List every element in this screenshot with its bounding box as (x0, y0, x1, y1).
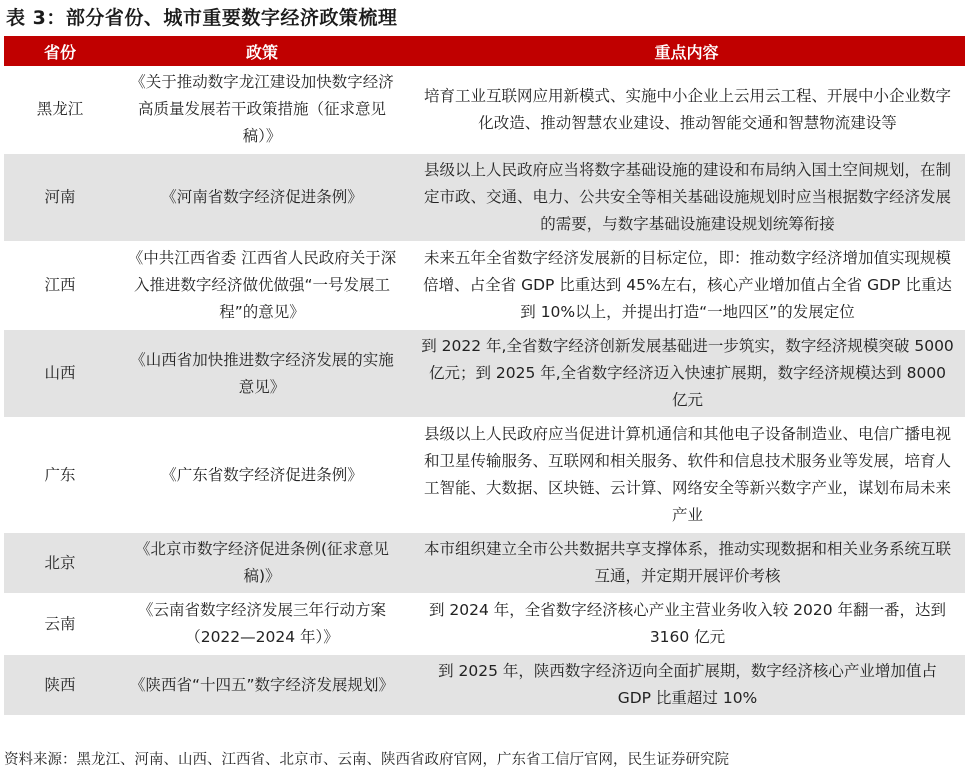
content-cell: 到 2024 年，全省数字经济核心产业主营业务收入较 2020 年翻一番，达到 3160 亿元 (408, 594, 965, 655)
policy-cell: 《山西省加快推进数字经济发展的实施意见》 (116, 330, 408, 418)
province-cell: 山西 (4, 330, 116, 418)
province-cell: 北京 (4, 533, 116, 594)
province-cell: 广东 (4, 418, 116, 533)
content-cell: 培育工业互联网应用新模式、实施中小企业上云用云工程、开展中小企业数字化改造、推动智慧农业建设、推动智能交通和智慧物流建设等 (408, 66, 965, 154)
content-cell: 县级以上人民政府应当促进计算机通信和其他电子设备制造业、电信广播电视和卫星传输服务、互联网和相关服务、软件和信息技术服务业等发展，培育人工智能、大数据、区块链、云计算、网络安全等新兴数字产业，谋划布局未来产业 (408, 418, 965, 533)
table-row (4, 242, 965, 330)
province-cell: 江西 (4, 242, 116, 330)
source-note: 资料来源：黑龙江、河南、山西、江西省、北京市、云南、陕西省政府官网，广东省工信厅官网，民生证券研究院 (4, 752, 729, 768)
policy-cell: 《云南省数字经济发展三年行动方案（2022—2024 年）》 (116, 594, 408, 655)
table-row (4, 66, 965, 154)
header-province: 省份 (4, 36, 116, 66)
table-row (4, 533, 965, 594)
table-header-row (4, 36, 965, 66)
table-title: 表 3：部分省份、城市重要数字经济政策梳理 (6, 7, 398, 29)
policy-table (4, 36, 965, 716)
table-row (4, 154, 965, 242)
content-cell: 县级以上人民政府应当将数字基础设施的建设和布局纳入国土空间规划，在制定市政、交通、电力、公共安全等相关基础设施规划时应当根据数字经济发展的需要，与数字基础设施建设规划统筹衔接 (408, 154, 965, 242)
policy-cell: 《广东省数字经济促进条例》 (116, 418, 408, 533)
province-cell: 云南 (4, 594, 116, 655)
policy-cell: 《关于推动数字龙江建设加快数字经济高质量发展若干政策措施（征求意见稿）》 (116, 66, 408, 154)
table-row (4, 418, 965, 533)
table-row (4, 655, 965, 716)
content-cell: 到 2022 年,全省数字经济创新发展基础进一步筑实，数字经济规模突破 5000 亿元；到 2025 年,全省数字经济迈入快速扩展期，数字经济规模达到 8000 亿元 (408, 330, 965, 418)
province-cell: 河南 (4, 154, 116, 242)
header-content: 重点内容 (408, 36, 965, 66)
content-cell: 未来五年全省数字经济发展新的目标定位，即：推动数字经济增加值实现规模倍增、占全省 GDP 比重达到 45%左右，核心产业增加值占全省 GDP 比重达到 10%以上，并提出打造“一地四区”的发展定位 (408, 242, 965, 330)
header-policy: 政策 (116, 36, 408, 66)
policy-cell: 《中共江西省委 江西省人民政府关于深入推进数字经济做优做强“一号发展工程”的意见》 (116, 242, 408, 330)
policy-cell: 《河南省数字经济促进条例》 (116, 154, 408, 242)
province-cell: 陕西 (4, 655, 116, 716)
policy-cell: 《北京市数字经济促进条例(征求意见稿)》 (116, 533, 408, 594)
table-row (4, 594, 965, 655)
table-row (4, 330, 965, 418)
content-cell: 到 2025 年，陕西数字经济迈向全面扩展期，数字经济核心产业增加值占 GDP 比重超过 10% (408, 655, 965, 716)
province-cell: 黑龙江 (4, 66, 116, 154)
policy-cell: 《陕西省“十四五”数字经济发展规划》 (116, 655, 408, 716)
content-cell: 本市组织建立全市公共数据共享支撑体系，推动实现数据和相关业务系统互联互通，并定期开展评价考核 (408, 533, 965, 594)
